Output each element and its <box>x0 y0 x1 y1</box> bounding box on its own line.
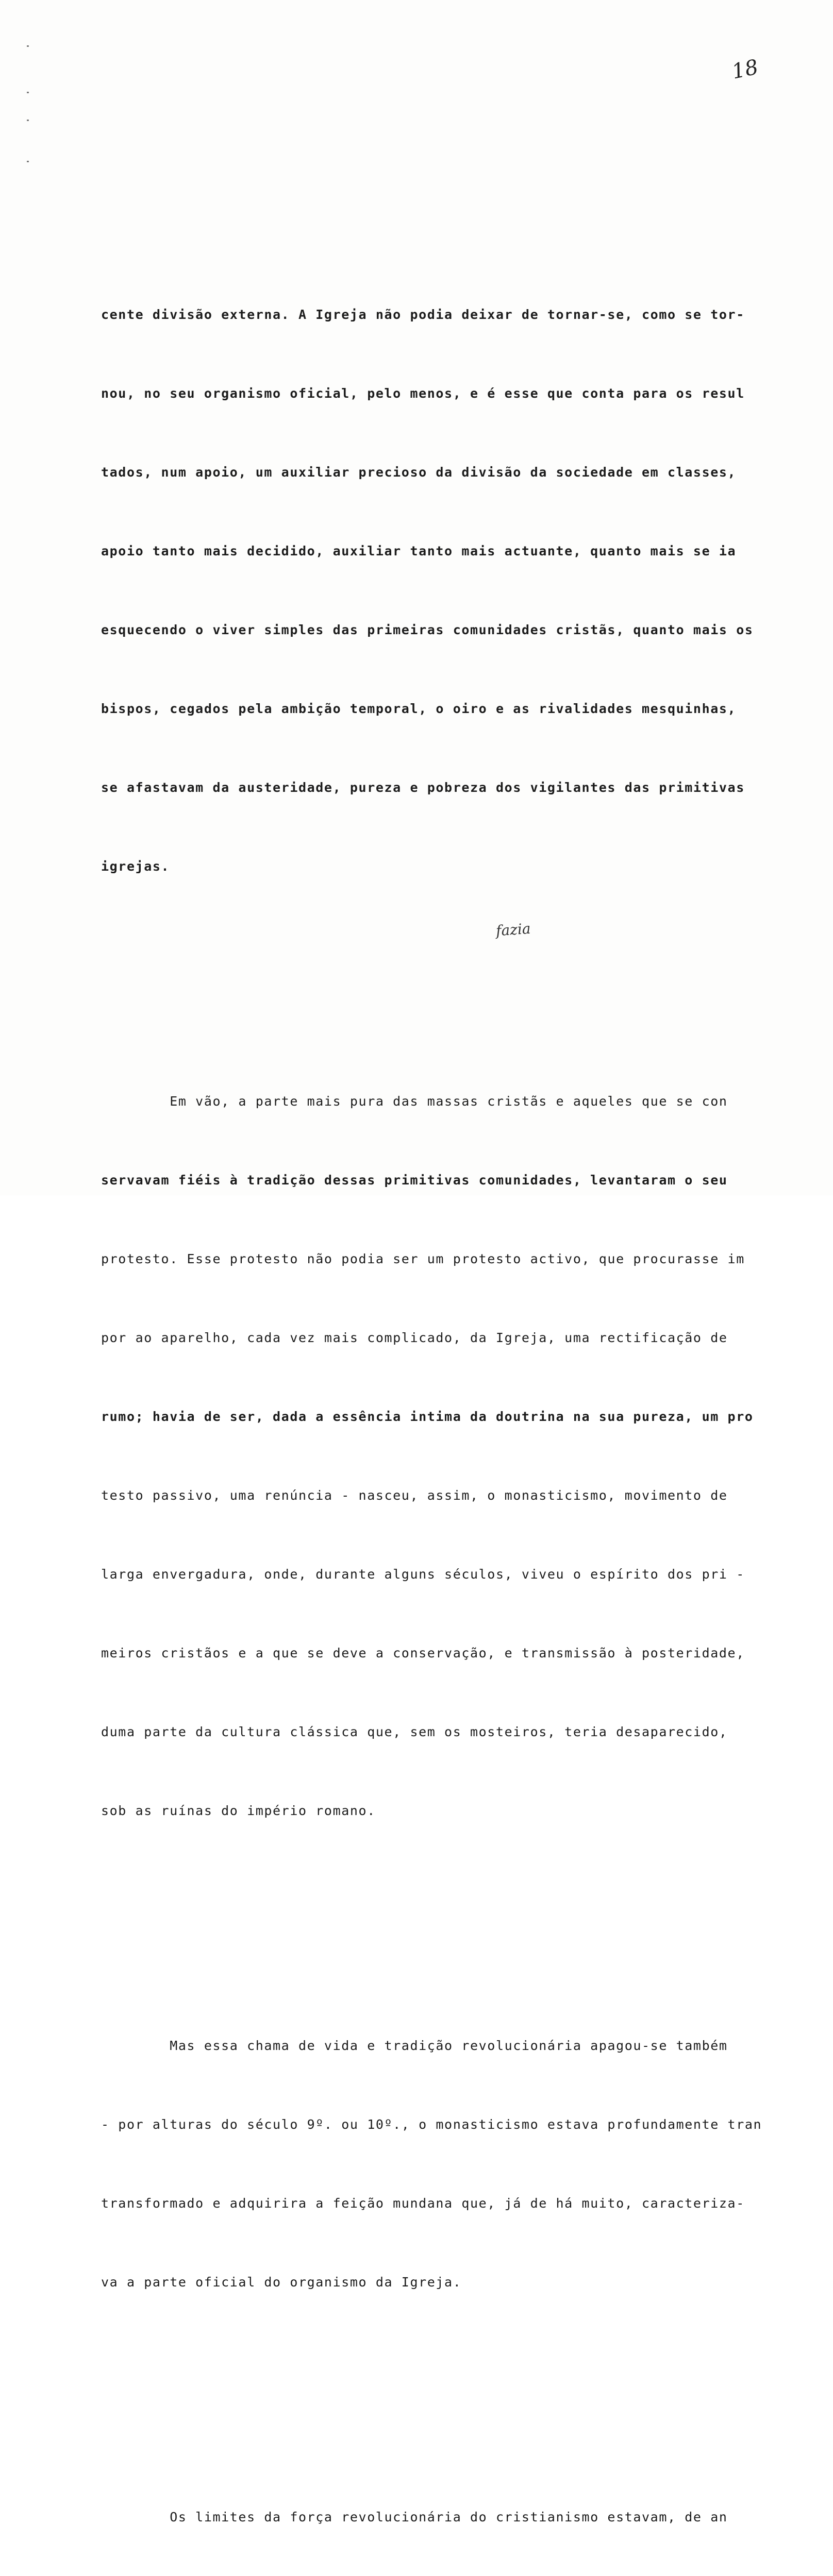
typewritten-body <box>101 170 823 2576</box>
paragraph-3 <box>101 1980 823 2348</box>
text-line: tados, num apoio, um auxiliar precioso da divisão da sociedade em classes, <box>101 465 737 480</box>
text-line: bispos, cegados pela ambição temporal, o oiro e as rivalidades mesquinhas, <box>101 701 737 716</box>
margin-mark <box>27 92 29 93</box>
margin-mark <box>27 161 29 162</box>
paragraph-4 <box>101 2451 823 2576</box>
text-line: igrejas. <box>101 859 170 874</box>
text-line: meiros cristãos e a que se deve a conservação, e transmissão à posteridade, <box>101 1646 745 1660</box>
text-line: sob as ruínas do império romano. <box>101 1803 376 1818</box>
text-line: - por alturas do século 9º. ou 10º., o monasticismo estava profundamente tran <box>101 2117 762 2132</box>
text-line: esquecendo o viver simples das primeiras comunidades cristãs, quanto mais os <box>101 622 754 637</box>
text-line: va a parte oficial do organismo da Igreja. <box>101 2275 462 2290</box>
handwritten-annotation: fazia <box>495 920 531 940</box>
text-line: Em vão, a parte mais pura das massas cristãs e aqueles que se con <box>101 1094 728 1109</box>
text-line: cente divisão externa. A Igreja não podia deixar de tornar-se, como se tor- <box>101 307 745 322</box>
paragraph-2 <box>101 1036 823 1876</box>
text-line: Mas essa chama de vida e tradição revolucionária apagou-se também <box>101 2038 728 2053</box>
text-line: larga envergadura, onde, durante alguns séculos, viveu o espírito dos pri - <box>101 1567 745 1582</box>
text-line: protesto. Esse protesto não podia ser um protesto activo, que procurasse im <box>101 1251 745 1266</box>
text-line: Os limites da força revolucionária do cristianismo estavam, de an <box>101 2510 728 2524</box>
text-line: por ao aparelho, cada vez mais complicado, da Igreja, uma rectificação de <box>101 1330 728 1345</box>
text-line: servavam fiéis à tradição dessas primitivas comunidades, levantaram o seu <box>101 1173 728 1188</box>
text-line: duma parte da cultura clássica que, sem os mosteiros, teria desaparecido, <box>101 1724 728 1739</box>
paragraph-1 <box>101 249 823 932</box>
text-line: transformado e adquirira a feição mundana que, já de há muito, caracteriza- <box>101 2196 745 2211</box>
page-number: 18 <box>729 55 761 84</box>
text-line: rumo; havia de ser, dada a essência intima da doutrina na sua pureza, um pro <box>101 1409 754 1424</box>
margin-mark <box>27 120 29 121</box>
text-line: testo passivo, uma renúncia - nasceu, assim, o monasticismo, movimento de <box>101 1488 728 1503</box>
text-line: apoio tanto mais decidido, auxiliar tanto mais actuante, quanto mais se ia <box>101 544 737 558</box>
margin-mark <box>27 45 29 47</box>
text-line: se afastavam da austeridade, pureza e pobreza dos vigilantes das primitivas <box>101 780 745 795</box>
text-line: nou, no seu organismo oficial, pelo menos, e é esse que conta para os resul <box>101 386 745 401</box>
